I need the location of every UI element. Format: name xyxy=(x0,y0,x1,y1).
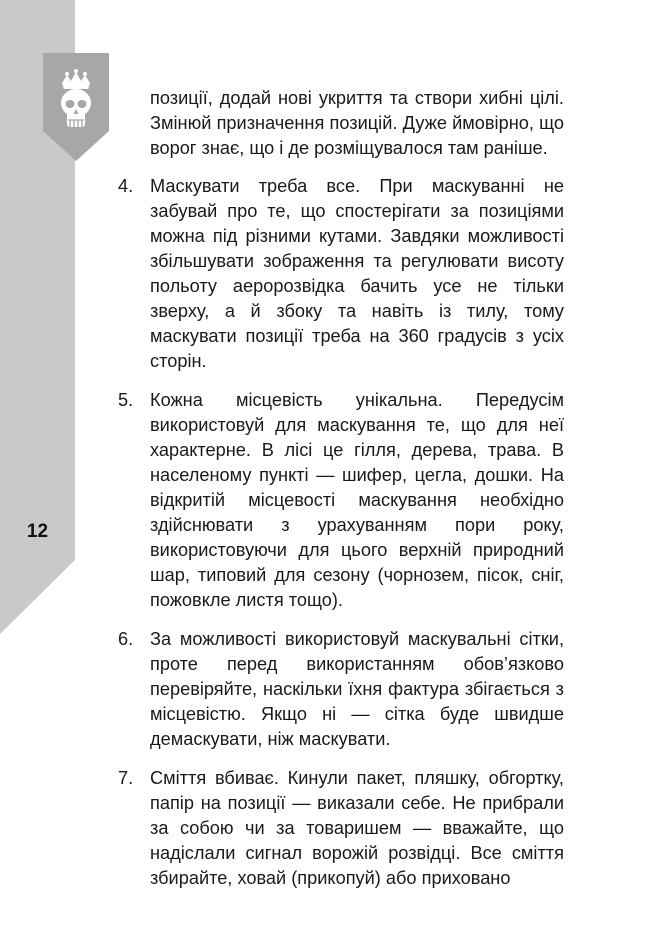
item-number: 5. xyxy=(118,390,134,410)
skull-with-crown-shield-icon xyxy=(43,53,109,161)
item-text: Кожна місцевість унікальна. Передусім використовуй для маскування те, що для неї характерне. В лісі це гілля, дерева, трава. В населеному пункті — шифер, цегла, дошки. На відкритій місцевості маскування необхідно здійснювати з урахуванням пори року, використовуючи для цього верхній природний шар, типовий для сезону (чорнозем, пісок, сніг, пожовкле листя тощо). xyxy=(150,390,564,610)
continuation-paragraph: позиції, додай нові укриття та створи хибні цілі. Змінюй призначення позицій. Дуже ймовірно, що ворог знає, що і де розміщувалося там раніше. xyxy=(150,88,564,158)
page-number: 12 xyxy=(26,521,49,542)
list-item-7 xyxy=(118,766,564,891)
list-item-4 xyxy=(118,174,564,374)
item-text: За можливості використовуй маскувальні сітки, проте перед використанням обов’язково перевіряйте, наскільки їхня фактура збігається з місцевістю. Якщо ні — сітка буде швидше демаскувати, ніж маскувати. xyxy=(150,629,564,749)
item-number: 4. xyxy=(118,176,134,196)
list-item-6 xyxy=(118,627,564,752)
item-text: Сміття вбиває. Кинули пакет, пляшку, обгортку, папір на позиції — виказали себе. Не прибрали за собою чи за товаришем — вважайте, що надіслали сигнал ворожій розвідці. Все сміття збирайте, ховай (прикопуй) або приховано xyxy=(150,768,564,888)
item-number: 6. xyxy=(118,629,134,649)
page-body xyxy=(118,86,564,905)
item-text: Маскувати треба все. При маскуванні не забувай про те, що спостерігати за позиціями можна під різними кутами. Завдяки можливості збільшувати зображення та регулювати висоту польоту аеророзвідка бачить усе не тільки зверху, а й збоку та навіть із тилу, тому маскувати позиції треба на 360 градусів з усіх сторін. xyxy=(150,176,564,371)
item-number: 7. xyxy=(118,768,134,788)
list-item-5 xyxy=(118,388,564,613)
